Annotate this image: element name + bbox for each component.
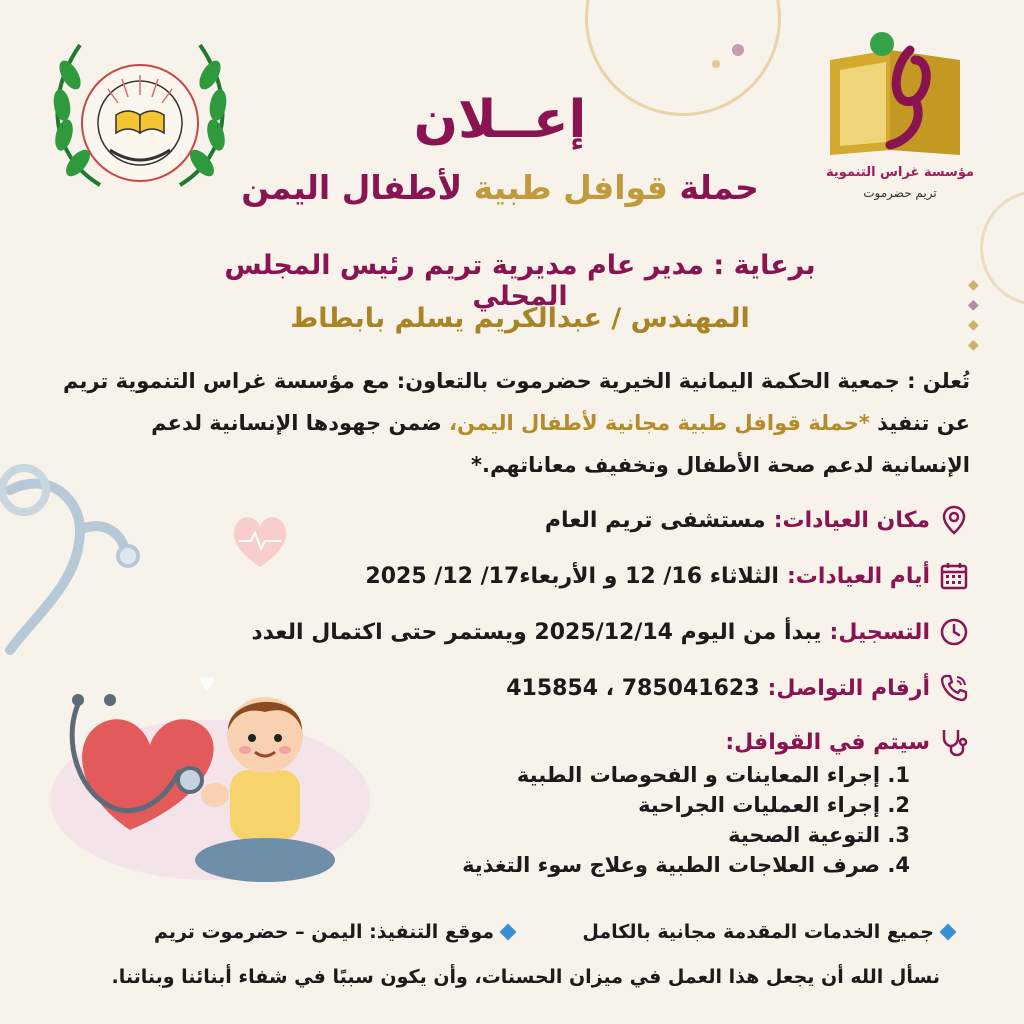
- registration-label: التسجيل:: [829, 619, 930, 645]
- ghiras-foundation-logo: [820, 30, 980, 210]
- announcement-line: الإنسانية لدعم صحة الأطفال وتخفيف معاناتهم.*: [470, 453, 970, 477]
- venue-note: [154, 914, 514, 950]
- patron-line: برعاية : مدير عام مديرية تريم رئيس المجلس المحلي: [224, 250, 816, 312]
- list-item: 2. إجراء العمليات الجراحية: [638, 793, 910, 817]
- clock-icon: [938, 616, 970, 648]
- foundation-name: مؤسسة غراس التنموية: [825, 165, 975, 180]
- announcement-highlight: *حملة قوافل طبية مجانية لأطفال اليمن،: [449, 411, 870, 435]
- phone-icon: [938, 672, 970, 704]
- days-label: أيام العيادات:: [786, 563, 930, 589]
- subtitle-part: حملة: [667, 168, 759, 207]
- decorative-dot: [712, 60, 720, 68]
- stethoscope-icon: [938, 726, 970, 758]
- bullet-diamond-icon: [940, 924, 957, 941]
- svg-text:♥: ♥: [198, 674, 215, 695]
- contact-value: 785041623 ، 415854: [506, 675, 760, 701]
- location-label: مكان العيادات:: [773, 507, 930, 533]
- subtitle-highlight: قوافل طبية: [473, 168, 668, 207]
- foundation-location: تريم حضرموت: [863, 186, 937, 200]
- sparkle-icon: ◆: [968, 297, 979, 313]
- campaign-subtitle: [200, 168, 800, 207]
- free-services-text: جميع الخدمات المقدمة مجانية بالكامل: [582, 921, 934, 943]
- registration-row: [150, 612, 970, 652]
- closing-prayer: نسأل الله أن يجعل هذا العمل في ميزان الحسنات، وأن يكون سببًا في شفاء أبنائنا وبناتنا.: [111, 966, 940, 988]
- bullet-diamond-icon: [500, 924, 517, 941]
- sparkle-icon: ◆: [968, 277, 979, 293]
- patron-name: المهندس / عبدالكريم يسلم بابطاط: [290, 303, 750, 334]
- decorative-dot: [732, 44, 744, 56]
- announcement-line: تُعلن : جمعية الحكمة اليمانية الخيرية حضرموت بالتعاون: مع مؤسسة غراس التنموية تريم: [63, 369, 970, 393]
- clinic-days-row: [150, 556, 970, 596]
- contact-label: أرقام التواصل:: [767, 675, 930, 701]
- services-heading: سيتم في القوافل:: [725, 729, 930, 755]
- services-list: [400, 760, 910, 880]
- open-book-icon: [116, 111, 164, 133]
- clinic-location-row: [150, 500, 970, 540]
- stethoscope-icon: [0, 460, 160, 680]
- list-item: 3. التوعية الصحية: [728, 823, 910, 847]
- decorative-arc: [980, 190, 1024, 306]
- page-title: إعــلان: [413, 90, 587, 150]
- subtitle-part: لأطفال اليمن: [241, 168, 474, 207]
- venue-text: موقع التنفيذ: اليمن – حضرموت تريم: [153, 921, 494, 943]
- announcement-text-part: ضمن جهودها الإنسانية لدعم: [151, 411, 450, 435]
- sparkle-icon: ◆: [968, 337, 979, 353]
- list-item: 1. إجراء المعاينات و الفحوصات الطبية: [516, 763, 910, 787]
- registration-value: يبدأ من اليوم 2025/12/14 ويستمر حتى اكتمال العدد: [251, 619, 822, 645]
- announcement-text-part: عن تنفيذ: [869, 411, 970, 435]
- announcement-line: [60, 402, 970, 444]
- location-pin-icon: [938, 504, 970, 536]
- location-value: مستشفى تريم العام: [544, 507, 766, 533]
- child-doctor-illustration: [40, 660, 370, 890]
- sparkle-icon: ◆: [968, 317, 979, 333]
- calendar-icon: [938, 560, 970, 592]
- days-value: الثلاثاء 16/ 12 و الأربعاء17/ 12/ 2025: [365, 563, 779, 589]
- list-item: 4. صرف العلاجات الطبية وعلاج سوء التغذية: [462, 853, 910, 877]
- announcement-text: [60, 360, 970, 486]
- free-services-note: [582, 914, 954, 950]
